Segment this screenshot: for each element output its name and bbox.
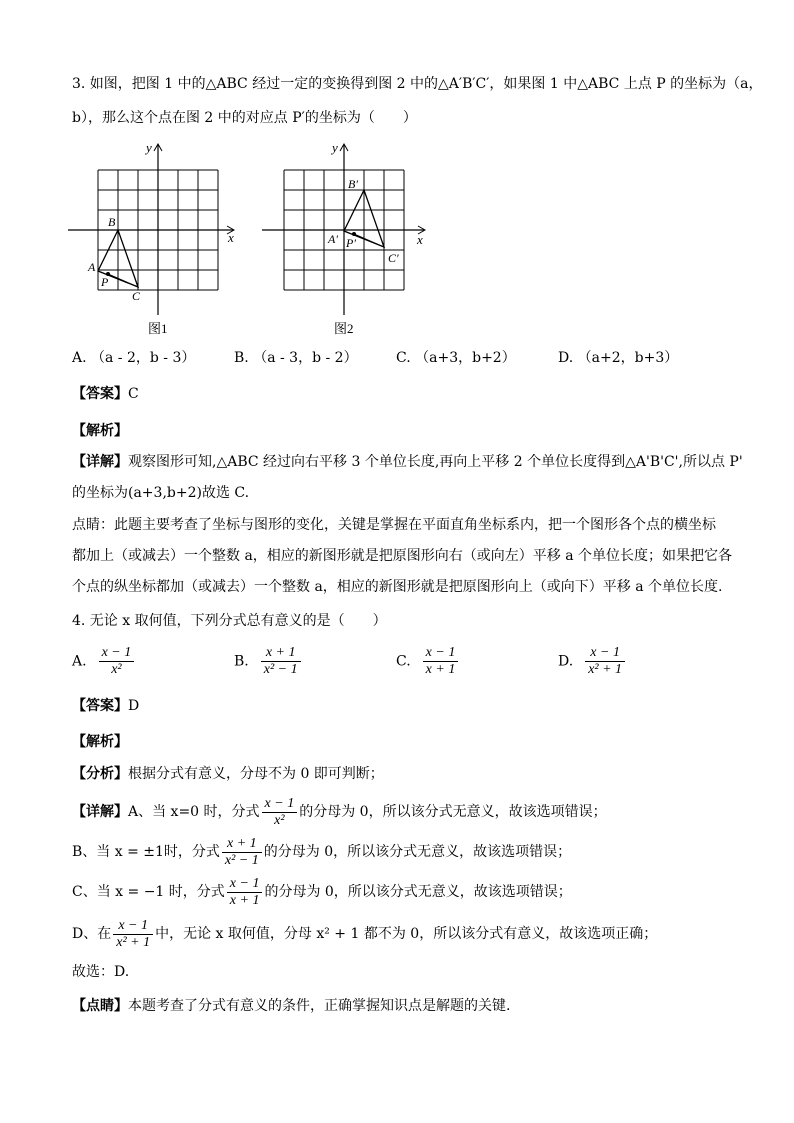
q4-detail-c: C、当 x = −1 时，分式 $\frac{x - 1}{x + 1}$ 的分母为 0，所以该分式无意义，故该选项错误； (72, 875, 572, 908)
figure-1 (68, 140, 248, 340)
fig1-x-label: x (228, 230, 234, 245)
fig1-label-A: A (88, 260, 96, 274)
fig2-label-P: P′ (346, 236, 356, 250)
q3-comment-3: 个点的纵坐标都加（或减去）一个整数 a，相应的新图形就是把原图形向上（或向下）平移 a 个单位长度. (72, 579, 723, 595)
q4-detail-b: B、当 x = ±1时，分式 $\frac{x + 1}{\text{x² − 1}}$ 的分母为 0，所以该分式无意义，故该选项错误； (72, 835, 572, 868)
q4-detail-a: 【详解】A、当 x=0 时，分式 $\frac{x - 1}{\text{x²}}$ 的分母为 0，所以该分式无意义，故该选项错误； (72, 795, 607, 828)
fig2-label-B: B′ (348, 177, 358, 191)
q3-analysis-label: 【解析】 (72, 423, 128, 439)
q4-analysis-label: 【解析】 (72, 734, 128, 750)
fig1-label-B: B (108, 215, 116, 229)
q4-conclusion: 故选：D. (72, 964, 130, 980)
fig2-caption: 图2 (334, 321, 354, 336)
q4-dianjing: 【点睛】本题考查了分式有意义的条件，正确掌握知识点是解题的关键. (72, 998, 511, 1014)
q3-stem-line1: 3. 如图，把图 1 中的△ABC 经过一定的变换得到图 2 中的△A′B′C′，如果图 1 中△ABC 上点 P 的坐标为（a， (72, 76, 763, 92)
q3-detail-2: 的坐标为(a+3,b+2)故选 C. (72, 485, 250, 501)
q3-option-c: C. （a+3，b+2） (396, 350, 516, 366)
fig2-label-C: C′ (388, 251, 399, 265)
q4-detail-d: D、在 $\frac{x - 1}{\text{x² + 1}}$ 中，无论 x 取何值，分母 x² + 1 都不为 0，所以该分式有意义，故该选项正确； (72, 917, 658, 950)
q3-detail-1: 【详解】观察图形可知,△ABC 经过向右平移 3 个单位长度,再向上平移 2 个单位长度得到△A'B'C',所以点 P' (72, 454, 743, 470)
q4-option-a: A. $\frac{x - 1}{\text{x²}}$ (72, 645, 136, 678)
fig2-x-label: x (417, 232, 423, 247)
fig1-caption: 图1 (148, 321, 168, 336)
q3-answer: 【答案】C (72, 386, 139, 402)
q4-option-c: C. $\frac{x - 1}{x + 1}$ (396, 645, 460, 678)
q4-option-b: B. $\frac{x + 1}{\text{x² − 1}}$ (234, 645, 303, 678)
q3-stem-line2: b），那么这个点在图 2 中的对应点 P′的坐标为（ ） (72, 110, 417, 126)
fig2-y-label: y (332, 140, 338, 155)
fig1-y-label: y (146, 140, 152, 155)
q3-comment-1: 点睛：此题主要考查了坐标与图形的变化，关键是掌握在平面直角坐标系内，把一个图形各个点的横坐标 (72, 517, 716, 533)
q3-option-b: B. （a - 3，b - 2） (234, 350, 358, 366)
q4-stem: 4. 无论 x 取何值，下列分式总有意义的是（ ） (72, 613, 387, 629)
fig2-label-A: A′ (328, 232, 338, 246)
q4-option-d: D. $\frac{x - 1}{\text{x² + 1}}$ (558, 645, 627, 678)
q4-fenxi: 【分析】根据分式有意义，分母不为 0 即可判断； (72, 766, 384, 782)
q4-answer: 【答案】D (72, 698, 140, 714)
figure-2 (262, 140, 442, 340)
q3-comment-2: 都加上（或减去）一个整数 a，相应的新图形就是把原图形向右（或向左）平移 a 个单位长度；如果把它各 (72, 548, 733, 564)
q3-option-d: D. （a+2，b+3） (558, 350, 679, 366)
fig1-label-P: P (101, 275, 109, 289)
q3-option-a: A. （a - 2，b - 3） (72, 350, 196, 366)
fig1-label-C: C (132, 289, 141, 303)
